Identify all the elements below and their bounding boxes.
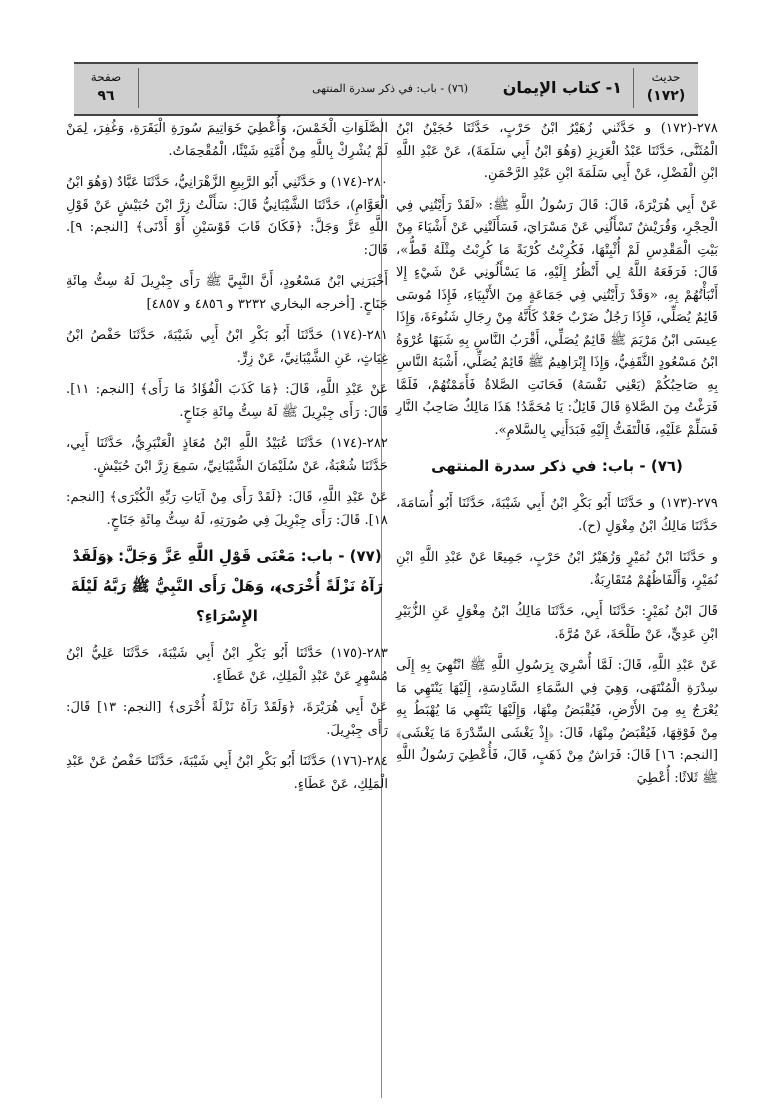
hadith-282-matn: عَنْ عَبْدِ اللَّهِ، قَالَ: ﴿لَقَدْ رَأَى مِنْ آيَاتِ رَبِّهِ الْكُبْرَى﴾ [النجم: ١٨]. قَالَ: رَأَى جِبْرِيلَ فِي صُورَتِهِ، لَهُ سِتُّ مِائَةِ جَنَاحٍ. [66, 490, 388, 528]
hadith-283-matn: عَنْ أَبِي هُرَيْرَةَ، ﴿وَلَقَدْ رَآهُ نَزْلَةً أُخْرَى﴾ [النجم: ١٣] قَالَ: رَأَى جِبْرِيلَ. [66, 700, 388, 738]
hadith-number: (١٧٢) [646, 88, 686, 104]
hadith-278-matn: عَنْ أَبِي هُرَيْرَةَ، قَالَ: قَالَ رَسُولُ اللَّهِ ﷺ: «لَقَدْ رَأَيْتُنِي فِي الْحِجْرِ، وَقُرَيْشٌ تَسْأَلُنِي عَنْ مَسْرَايَ، فَسَأَلَتْنِي عَنْ أَشْيَاءَ مِنْ بَيْتِ الْمَقْدِسِ لَمْ أُثْبِتْهَا، فَكُرِبْتُ كُرْبَةً مَا كُرِبْتُ مِثْلَهُ قَطُّ»، قَالَ: فَرَفَعَهُ اللَّهُ لِي أَنْظُرُ إِلَيْهِ، مَا يَسْأَلُونِي عَنْ شَيْءٍ إِلا أَنْبَأْتُهُمْ بِهِ، «وَقَدْ رَأَيْتُنِي فِي جَمَاعَةٍ مِنَ الأَنْبِيَاءِ، فَإِذَا مُوسَى قَائِمٌ يُصَلِّي، فَإِذَا رَجُلٌ ضَرْبٌ جَعْدٌ كَأَنَّهُ مِنْ رِجَالِ شَنُوءَةَ، وَإِذَا عِيسَى ابْنُ مَرْيَمَ ﷺ قَائِمٌ يُصَلِّي، أَقْرَبُ النَّاسِ بِهِ شَبَهًا عُرْوَةُ ابْنُ مَسْعُودٍ الثَّقَفِيُّ، وَإِذَا إِبْرَاهِيمُ ﷺ قَائِمٌ يُصَلِّي، أَشْبَهُ النَّاسِ بِهِ صَاحِبُكُمْ (يَعْنِي نَفْسَهُ) فَحَانَتِ الصَّلاةُ فَأَمَمْتُهُمْ، فَلَمَّا فَرَغْتُ مِنَ الصَّلاةِ قَالَ قَائِلٌ: يَا مُحَمَّدُ! هَذَا مَالِكٌ صَاحِبُ النَّارِ فَسَلِّمْ عَلَيْهِ، فَالْتَفَتُّ إِلَيْهِ فَبَدَأَنِي بِالسَّلامِ». [396, 197, 718, 438]
hadith-283-isnad: ٢٨٣-(١٧٥) حَدَّثَنَا أَبُو بَكْرِ ابْنُ أَبِي شَيْبَةَ، حَدَّثَنَا عَلِيُّ ابْنُ مُسْهِرٍ عَنْ عَبْدِ الْمَلِكِ، عَنْ عَطَاءٍ. [66, 646, 388, 684]
page-header [74, 62, 698, 116]
book-title: ١- كتاب الإيمان [502, 78, 622, 97]
hadith-281-matn: عَنْ عَبْدِ اللَّهِ، قَالَ: ﴿مَا كَذَبَ الْفُؤَادُ مَا رَأَى﴾ [النجم: ١١]. قَالَ: رَأَى جِبْرِيلَ ﷺ لَهُ سِتُّ مِائَةِ جَنَاحٍ. [66, 382, 388, 420]
hadith-280-isnad: ٢٨٠-(١٧٤) و حَدَّثَنِي أَبُو الرَّبِيعِ الزَّهْرَانِيُّ، حَدَّثَنَا عَبَّادٌ (وَهُوَ ابْنُ الْعَوَّامِ)، حَدَّثَنَا الشَّيْبَانِيُّ قَالَ: سَأَلْتُ زِرَّ ابْنَ حُبَيْشٍ عَنْ قَوْلِ اللَّهِ عَزَّ وَجَلَّ: ﴿فَكَانَ قَابَ قَوْسَيْنِ أَوْ أَدْنَى﴾ [النجم: ٩]. قَالَ: [66, 175, 388, 258]
chapter-reference: (٧٦) - باب: في ذكر سدرة المنتهى [312, 82, 468, 95]
hadith-281-isnad: ٢٨١-(١٧٤) حَدَّثَنَا أَبُو بَكْرِ ابْنُ أَبِي شَيْبَةَ، حَدَّثَنَا حَفْصُ ابْنُ غِيَاثٍ، عَنِ الشَّيْبَانِيِّ، عَنْ زِرٍّ. [66, 328, 388, 366]
hadith-279-isnad-3: قَالَ ابْنُ نُمَيْرٍ: حَدَّثَنَا أَبِي، حَدَّثَنَا مَالِكُ ابْنُ مِغْوَلٍ عَنِ الزُّبَيْرِ ابْنِ عَدِيٍّ، عَنْ طَلْحَةَ، عَنْ مُرَّةَ. [396, 604, 718, 642]
hadith-280-matn: أَخْبَرَنِي ابْنُ مَسْعُودٍ، أَنَّ النَّبِيَّ ﷺ رَأَى جِبْرِيلَ لَهُ سِتُّ مِائَةِ جَنَاحٍ. [أخرجه البخاري ٣٢٣٢ و ٤٨٥٦ و ٤٨٥٧] [66, 274, 388, 312]
page-label: صفحة [90, 70, 122, 84]
chapter-76-heading: (٧٦) - باب: في ذكر سدرة المنتهى [431, 457, 683, 475]
hadith-284-isnad: ٢٨٤-(١٧٦) حَدَّثَنَا أَبُو بَكْرِ ابْنُ أَبِي شَيْبَةَ، حَدَّثَنَا حَفْصٌ عَنْ عَبْدِ الْمَلِكِ، عَنْ عَطَاءٍ. [66, 754, 388, 792]
hadith-279-matn-cont: الصَّلَوَاتِ الْخَمْسَ، وَأُعْطِيَ خَوَاتِيمَ سُورَةِ الْبَقَرَةِ، وَغُفِرَ، لِمَنْ لَمْ يُشْرِكْ بِاللَّهِ مِنْ أُمَّتِهِ شَيْئًا، الْمُقْحِمَاتُ. [66, 121, 388, 159]
hadith-number-box [633, 68, 698, 108]
hadith-279-isnad-2: و حَدَّثَنَا ابْنُ نُمَيْرٍ وَزُهَيْرُ ابْنُ حَرْبٍ، جَمِيعًا عَنْ عَبْدِ اللَّهِ ابْنِ نُمَيْرٍ، وَأَلْفَاظُهُمْ مُتَقَارِبَةٌ. [396, 550, 718, 588]
hadith-278-isnad: ٢٧٨-(١٧٢) و حَدَّثَني زُهَيْرُ ابْنُ حَرْبٍ، حَدَّثَنَا حُجَيْنُ ابْنُ الْمُثَنَّى، حَدَّثَنَا عَبْدُ الْعَزِيزِ (وَهُوَ ابْنُ أَبِي سَلَمَةَ)، عَنْ عَبْدِ اللَّهِ ابْنِ الْفَضْلِ، عَنْ أَبِي سَلَمَةَ ابْنِ عَبْدِ الرَّحْمَنِ. [396, 121, 718, 181]
right-column [396, 118, 718, 1108]
page-number: ٩٦ [97, 88, 115, 104]
page-number-box [74, 68, 139, 108]
hadith-282-isnad: ٢٨٢-(١٧٤) حَدَّثَنَا عُبَيْدُ اللَّهِ ابْنُ مُعَاذٍ الْعَنْبَرِيُّ، حَدَّثَنَا أَبِي، حَدَّثَنَا شُعْبَةُ، عَنْ سُلَيْمَانَ الشَّيْبَانِيِّ، سَمِعَ زِرَّ ابْنَ حُبَيْشٍ. [66, 436, 388, 474]
hadith-279-isnad: ٢٧٩-(١٧٣) و حَدَّثَنَا أَبُو بَكْرِ ابْنُ أَبِي شَيْبَةَ، حَدَّثَنَا أَبُو أُسَامَةَ، حَدَّثَنَا مَالِكُ ابْنُ مِغْوَلٍ (ح). [396, 496, 718, 534]
left-column [66, 118, 388, 1108]
hadith-279-matn: عَنْ عَبْدِ اللَّهِ، قَالَ: لَمَّا أُسْرِيَ بِرَسُولِ اللَّهِ ﷺ انْتُهِيَ بِهِ إِلَى سِدْرَةِ الْمُنْتَهَى، وَهِيَ فِي السَّمَاءِ السَّادِسَةِ، إِلَيْهَا يَنْتَهِي مَا يُعْرَجُ بِهِ مِنَ الأَرْضِ، فَيُقْبَضُ مِنْهَا، وَإِلَيْهَا يَنْتَهِي مَا يُهْبَطُ بِهِ مِنْ فَوْقِهَا، فَيُقْبَضُ مِنْهَا، قَالَ: ﴿إِذْ يَغْشَى السِّدْرَةَ مَا يَغْشَى﴾ [النجم: ١٦] قَالَ: فَرَاشٌ مِنْ ذَهَبٍ، قَالَ، فَأُعْطِيَ رَسُولُ اللَّهِ ﷺ ثَلاثًا: أُعْطِيَ [396, 658, 718, 786]
hadith-label: حديث [651, 70, 681, 84]
chapter-77-heading: (٧٧) - باب: مَعْنَى قَوْلِ اللَّهِ عَزَّ وَجَلَّ: ﴿وَلَقَدْ رَآهُ نَزْلَةً أُخْرَى﴾، وَهَلْ رَأَى النَّبِيُّ ﷺ رَبَّهُ لَيْلَةَ الإِسْرَاءِ؟ [70, 547, 384, 625]
